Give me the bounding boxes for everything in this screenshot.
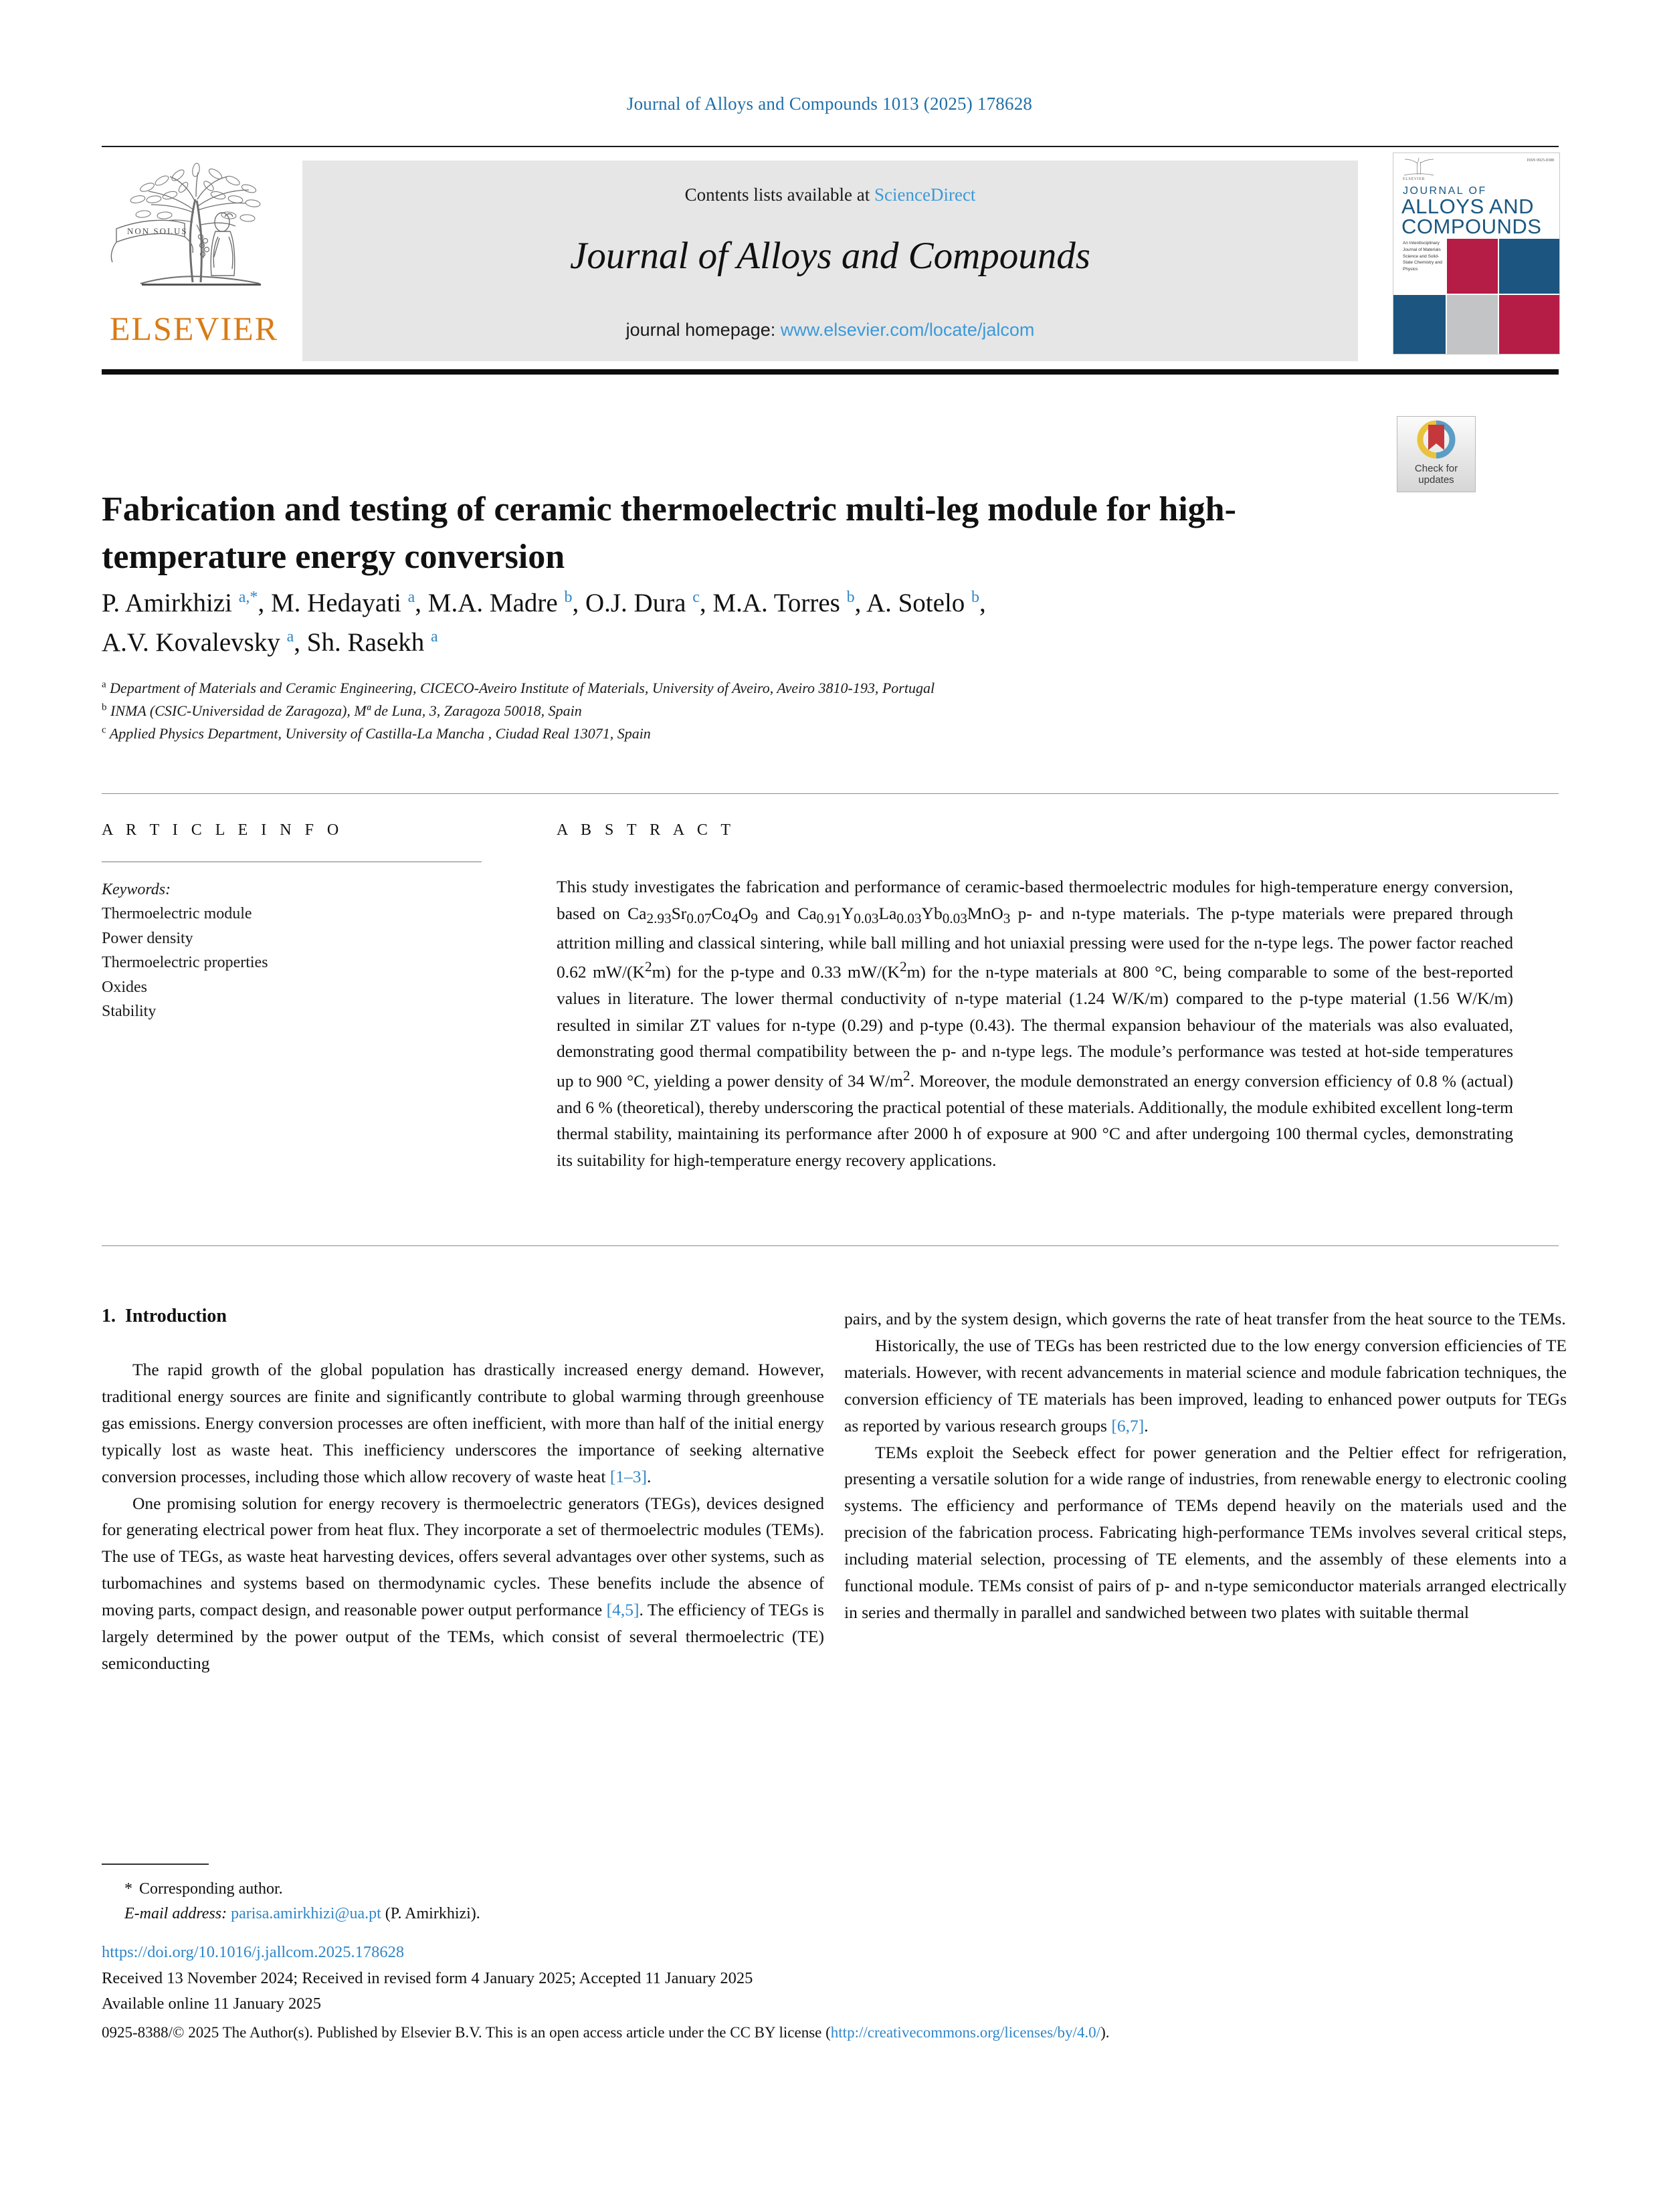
section-heading-introduction (102, 1306, 227, 1327)
corresponding-author-note (102, 1877, 824, 1902)
non-solus-motto: NON SOLUS (127, 226, 188, 236)
paragraph: pairs, and by the system design, which governs the rate of heat transfer from the heat source to the TEMs. (844, 1309, 1566, 1328)
affiliation-b (102, 700, 1440, 722)
affiliation-marker-b: b (102, 702, 107, 713)
journal-masthead (302, 161, 1358, 361)
section-number: 1. (102, 1306, 116, 1326)
email-note (102, 1902, 824, 1926)
header-rule-top (102, 146, 1559, 147)
copyright-line (102, 2021, 1573, 2045)
running-head: Journal of Alloys and Compounds 1013 (2025) 178628 (626, 94, 1033, 114)
cover-title-line3: COMPOUNDS (1401, 215, 1542, 238)
keywords-block (102, 878, 503, 1024)
affiliation-a (102, 677, 1440, 700)
affiliation-list (102, 677, 1440, 745)
author-line-1: P. Amirkhizi $^{a,*}$, M. Hedayati $^a$, M.A. Madre $^b$, O.J. Dura $^c$, M.A. Torres $^b$, A. Sotelo $^b$, (102, 589, 986, 617)
sciencedirect-link[interactable]: ScienceDirect (874, 185, 976, 205)
info-rule-bottom (102, 1245, 1559, 1246)
keyword-item: Thermoelectric module (102, 905, 252, 923)
cover-block-crimson-top (1447, 239, 1498, 294)
crossmark-line1: Check for (1414, 462, 1458, 474)
section-title: Introduction (125, 1306, 227, 1326)
cover-color-grid (1393, 239, 1559, 354)
corresponding-author-text: Corresponding author. (139, 1880, 283, 1898)
affiliation-marker-a: a (102, 679, 106, 690)
elsevier-tree-icon (100, 158, 288, 312)
keyword-item: Oxides (102, 978, 147, 996)
affiliation-text-a: Department of Materials and Ceramic Engineering, CICECO-Aveiro Institute of Materials, University of Aveiro, Aveiro 3810-193, Portugal (110, 680, 935, 696)
homepage-line (302, 320, 1358, 340)
crossmark-badge[interactable] (1397, 416, 1476, 492)
cover-block-gray (1447, 295, 1498, 354)
header-rule-bottom (102, 369, 1559, 375)
author-list (102, 583, 1373, 663)
contents-line (302, 185, 1358, 205)
paragraph: Historically, the use of TEGs has been restricted due to the low energy conversion efficiencies of TE materials. However, with recent advancements in material science and module fabrication techniques, the conversion efficiency of TE materials has been improved, leading to enhanced power outputs for TEGs as reported by various research groups [6,7]. (844, 1335, 1567, 1435)
abstract-text: This study investigates the fabrication and performance of ceramic-based thermoelectric modules for high-temperature energy conversion, based on $Ca_{2.93}Sr_{0.07}Co_4O_9$ and $Ca_{0.91}Y_{0.03}La_{0.03}Yb_{0.03}MnO_3$ p- and n-type materials. The p-type materials were prepared through attrition milling and classical sintering, while ball milling and hot uniaxial pressing were used for the n-type legs. The power factor reached 0.62 $mW/(K^2m)$ for the p-type and 0.33 $mW/(K^2m)$ for the n-type materials at 800 °C, being comparable to some of the best-reported values in literature. The lower thermal conductivity of n-type material (1.24 W/K/m) compared to the p-type material (1.56 W/K/m) resulted in similar ZT values for n-type (0.29) and p-type (0.43). The thermal expansion behaviour of the materials was also evaluated, demonstrating good thermal compatibility between the p- and n-type legs. The module’s performance was tested at hot-side temperatures up to 900 °C, yielding a power density of 34 $W/m^2$. Moreover, the module demonstrated an energy conversion efficiency of 0.8 % (actual) and 6 % (theoretical), thereby underscoring the practical potential of these materials. Additionally, the module exhibited excellent long-term thermal stability, maintaining its performance after 2000 h of exposure at 900 °C and after undergoing 100 thermal cycles, demonstrating its suitability for high-temperature energy recovery applications. (557, 877, 1513, 1170)
body-column-right (844, 1306, 1567, 1626)
cover-subtitle: An Interdisciplinary Journal of Materials Science and Solid-State Chemistry and Physics (1403, 241, 1442, 272)
homepage-prefix: journal homepage: (625, 320, 781, 340)
elsevier-wordmark: ELSEVIER (109, 310, 279, 347)
paragraph: TEMs exploit the Seebeck effect for power generation and the Peltier effect for refrigeration, presenting a versatile solution for a wide range of industries, from renewable energy to electronic cooling systems. The efficiency and performance of TEMs depend heavily on the materials used and the precision of the fabrication process. Fabricating high-performance TEMs involves several critical steps, including material selection, processing of TE elements, and the assembly of these elements into a functional module. TEMs consist of pairs of p- and n-type semiconductor materials arranged electrically in series and thermally in parallel and sandwiched between two plates with suitable thermal (844, 1442, 1567, 1622)
cover-block-navy-left (1393, 295, 1446, 354)
contents-prefix: Contents lists available at (684, 185, 875, 205)
info-rule-top (102, 793, 1559, 794)
crossmark-label (1397, 463, 1475, 486)
affiliation-text-b: INMA (CSIC-Universidad de Zaragoza), Mª de Luna, 3, Zaragoza 50018, Spain (110, 702, 582, 720)
keywords-label: Keywords: (102, 881, 171, 898)
keyword-item: Stability (102, 1003, 157, 1021)
article-info-heading: A R T I C L E I N F O (102, 821, 344, 839)
elsevier-logo (100, 158, 288, 359)
cover-elsevier-icon (1400, 157, 1438, 181)
journal-cover-thumbnail (1393, 153, 1560, 355)
cover-title-line1: JOURNAL OF (1403, 185, 1487, 197)
available-online: Available online 11 January 2025 (102, 1995, 321, 2013)
received-dates: Received 13 November 2024; Received in revised form 4 January 2025; Accepted 11 January 2025 (102, 1969, 753, 1987)
publication-meta (102, 1940, 1573, 2045)
svg-text:ELSEVIER: ELSEVIER (1403, 177, 1426, 181)
body-column-left (102, 1356, 824, 1677)
footnote-star: * (124, 1880, 132, 1898)
affiliation-text-c: Applied Physics Department, University of Castilla-La Mancha , Ciudad Real 13071, Spain (109, 725, 651, 742)
journal-title: Journal of Alloys and Compounds (570, 235, 1090, 277)
cover-block-crimson-right (1499, 295, 1559, 354)
keyword-item: Thermoelectric properties (102, 954, 268, 972)
affiliation-c (102, 722, 1440, 745)
homepage-link[interactable]: www.elsevier.com/locate/jalcom (780, 320, 1035, 340)
abstract-heading: A B S T R A C T (557, 821, 736, 839)
copyright-prefix: 0925-8388/© 2025 The Author(s). Published by Elsevier B.V. This is an open access article under the CC BY license ( (102, 2024, 831, 2041)
email-label: E-mail address: (124, 1905, 227, 1923)
email-link[interactable]: parisa.amirkhizi@ua.pt (231, 1905, 381, 1923)
license-link[interactable]: http://creativecommons.org/licenses/by/4.0/ (830, 2024, 1101, 2041)
copyright-suffix: ). (1100, 2024, 1110, 2041)
footnote-rule (102, 1864, 209, 1865)
email-suffix: (P. Amirkhizi). (385, 1905, 480, 1923)
author-line-2: A.V. Kovalevsky $^a$, Sh. Rasekh $^a$ (102, 628, 438, 658)
article-title: Fabrication and testing of ceramic thermoelectric multi-leg module for high-temperature energy conversion (102, 490, 1236, 576)
paragraph: The rapid growth of the global population has drastically increased energy demand. However, traditional energy sources are finite and significantly contribute to global warming through greenhouse gas emissions. Energy conversion processes are often inefficient, with more than half of the initial energy typically lost as waste heat. This inefficiency underscores the importance of seeking alternative conversion processes, including those which allow recovery of waste heat [1–3]. (102, 1360, 824, 1486)
crossmark-line2: updates (1418, 474, 1454, 486)
paragraph: One promising solution for energy recovery is thermoelectric generators (TEGs), devices designed for generating electrical power from heat flux. They incorporate a set of thermoelectric modules (TEMs). The use of TEGs, as waste heat harvesting devices, offers several advantages over other systems, such as turbomachines and systems based on thermodynamic cycles. These benefits include the absence of moving parts, compact design, and reasonable power output performance [4,5]. The efficiency of TEGs is largely determined by the power output of the TEMs, which consist of several thermoelectric (TE) semiconducting (102, 1493, 824, 1673)
crossmark-icon (1397, 417, 1475, 465)
keyword-item: Power density (102, 929, 193, 947)
affiliation-marker-c: c (102, 724, 106, 736)
cover-title-line2: ALLOYS AND (1401, 195, 1534, 218)
doi-link[interactable]: https://doi.org/10.1016/j.jallcom.2025.178628 (102, 1943, 405, 1961)
cover-block-navy-top (1499, 239, 1559, 294)
cover-issn: ISSN 0925-8388 (1527, 159, 1554, 163)
footnote-block (102, 1877, 824, 1926)
